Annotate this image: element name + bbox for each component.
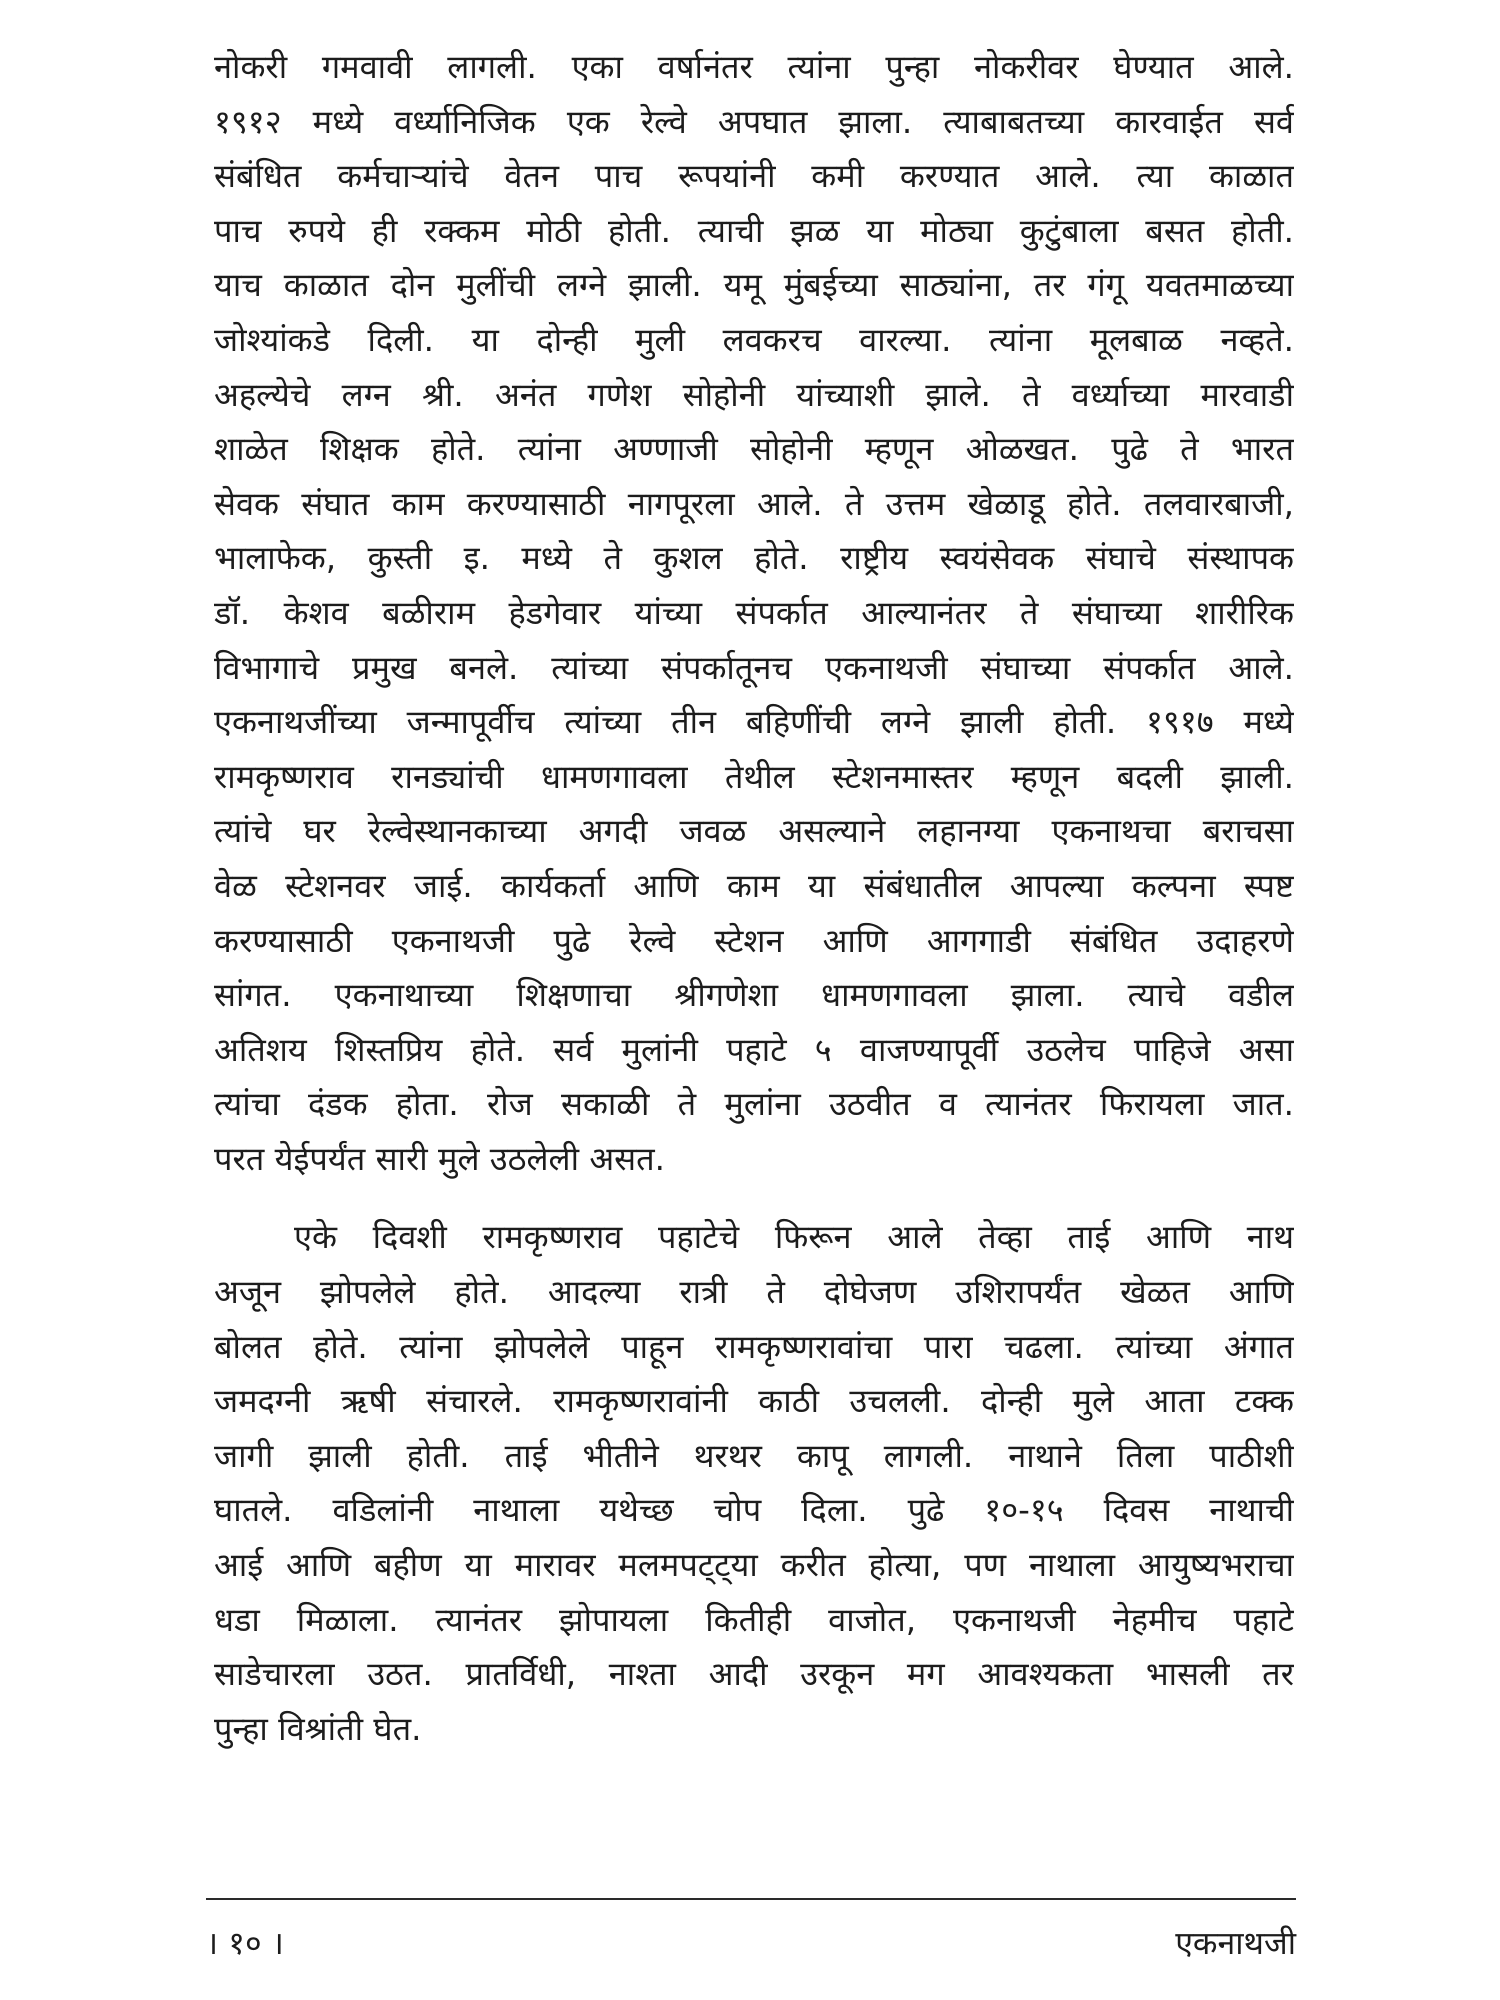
- text-line: याच काळात दोन मुलींची लग्ने झाली. यमू मुंबईच्या साठ्यांना, तर गंगू यवतमाळच्या: [214, 266, 1294, 305]
- page-footer: [206, 1918, 1296, 1968]
- text-line: एके दिवशी रामकृष्णराव पहाटेचे फिरून आले तेव्हा ताई आणि नाथ: [294, 1218, 1294, 1257]
- text-line: सांगत. एकनाथाच्या शिक्षणाचा श्रीगणेशा धामणगावला झाला. त्याचे वडील: [214, 976, 1294, 1015]
- text-line: जागी झाली होती. ताई भीतीने थरथर कापू लागली. नाथाने तिला पाठीशी: [214, 1436, 1294, 1475]
- text-line: त्यांचे घर रेल्वेस्थानकाच्या अगदी जवळ असल्याने लहानग्या एकनाथचा बराचसा: [214, 812, 1294, 851]
- text-line: अजून झोपलेले होते. आदल्या रात्री ते दोघेजण उशिरापर्यंत खेळत आणि: [214, 1273, 1294, 1312]
- text-line: भालाफेक, कुस्ती इ. मध्ये ते कुशल होते. राष्ट्रीय स्वयंसेवक संघाचे संस्थापक: [214, 539, 1294, 578]
- text-line: वेळ स्टेशनवर जाई. कार्यकर्ता आणि काम या संबंधातील आपल्या कल्पना स्पष्ट: [214, 866, 1294, 905]
- text-line: शाळेत शिक्षक होते. त्यांना अण्णाजी सोहोनी म्हणून ओळखत. पुढे ते भारत: [214, 430, 1294, 469]
- text-line: करण्यासाठी एकनाथजी पुढे रेल्वे स्टेशन आणि आगगाडी संबंधित उदाहरणे: [214, 921, 1294, 960]
- text-line: अतिशय शिस्तप्रिय होते. सर्व मुलांनी पहाटे ५ वाजण्यापूर्वी उठलेच पाहिजे असा: [214, 1030, 1294, 1069]
- text-line: रामकृष्णराव रानड्यांची धामणगावला तेथील स्टेशनमास्तर म्हणून बदली झाली.: [214, 757, 1294, 796]
- text-line: घातले. वडिलांनी नाथाला यथेच्छ चोप दिला. पुढे १०-१५ दिवस नाथाची: [214, 1491, 1294, 1530]
- text-line: पुन्हा विश्रांती घेत.: [214, 1709, 422, 1748]
- paragraph-gap: [214, 1186, 1294, 1210]
- running-title: एकनाथजी: [1175, 1924, 1296, 1962]
- text-line: जमदग्नी ऋषी संचारले. रामकृष्णरावांनी काठी उचलली. दोन्ही मुले आता टक्क: [214, 1382, 1294, 1421]
- text-line: सेवक संघात काम करण्यासाठी नागपूरला आले. ते उत्तम खेळाडू होते. तलवारबाजी,: [214, 484, 1294, 523]
- text-line: अहल्येचे लग्न श्री. अनंत गणेश सोहोनी यांच्याशी झाले. ते वर्ध्याच्या मारवाडी: [214, 375, 1294, 414]
- text-line: संबंधित कर्मचाऱ्यांचे वेतन पाच रूपयांनी कमी करण्यात आले. त्या काळात: [214, 157, 1294, 196]
- text-line: आई आणि बहीण या मारावर मलमपट्ट्या करीत होत्या, पण नाथाला आयुष्यभराचा: [214, 1546, 1294, 1585]
- text-line: नोकरी गमवावी लागली. एका वर्षानंतर त्यांना पुन्हा नोकरीवर घेण्यात आले.: [214, 48, 1294, 86]
- footer-rule: [206, 1898, 1296, 1900]
- paragraph-2: [214, 1210, 1294, 1756]
- text-line: धडा मिळाला. त्यानंतर झोपायला कितीही वाजोत, एकनाथजी नेहमीच पहाटे: [214, 1600, 1294, 1639]
- text-line: पाच रुपये ही रक्कम मोठी होती. त्याची झळ या मोठ्या कुटुंबाला बसत होती.: [214, 211, 1294, 250]
- text-line: साडेचारला उठत. प्रातर्विधी, नाश्ता आदी उरकून मग आवश्यकता भासली तर: [214, 1655, 1294, 1694]
- text-line: १९१२ मध्ये वर्ध्यानिजिक एक रेल्वे अपघात झाला. त्याबाबतच्या कारवाईत सर्व: [214, 102, 1294, 141]
- paragraph-1: [214, 40, 1294, 1186]
- page-number: । १० ।: [206, 1924, 284, 1962]
- text-line: एकनाथजींच्या जन्मापूर्वीच त्यांच्या तीन बहिणींची लग्ने झाली होती. १९१७ मध्ये: [214, 703, 1294, 742]
- text-line: जोश्यांकडे दिली. या दोन्ही मुली लवकरच वारल्या. त्यांना मूलबाळ नव्हते.: [214, 320, 1294, 359]
- body-text: [214, 40, 1294, 1756]
- text-line: त्यांचा दंडक होता. रोज सकाळी ते मुलांना उठवीत व त्यानंतर फिरायला जात.: [214, 1085, 1294, 1124]
- text-line: बोलत होते. त्यांना झोपलेले पाहून रामकृष्णरावांचा पारा चढला. त्यांच्या अंगात: [214, 1327, 1294, 1366]
- text-line: परत येईपर्यंत सारी मुले उठलेली असत.: [214, 1139, 665, 1178]
- text-line: विभागाचे प्रमुख बनले. त्यांच्या संपर्कातूनच एकनाथजी संघाच्या संपर्कात आले.: [214, 648, 1294, 687]
- text-line: डॉ. केशव बळीराम हेडगेवार यांच्या संपर्कात आल्यानंतर ते संघाच्या शारीरिक: [214, 593, 1294, 632]
